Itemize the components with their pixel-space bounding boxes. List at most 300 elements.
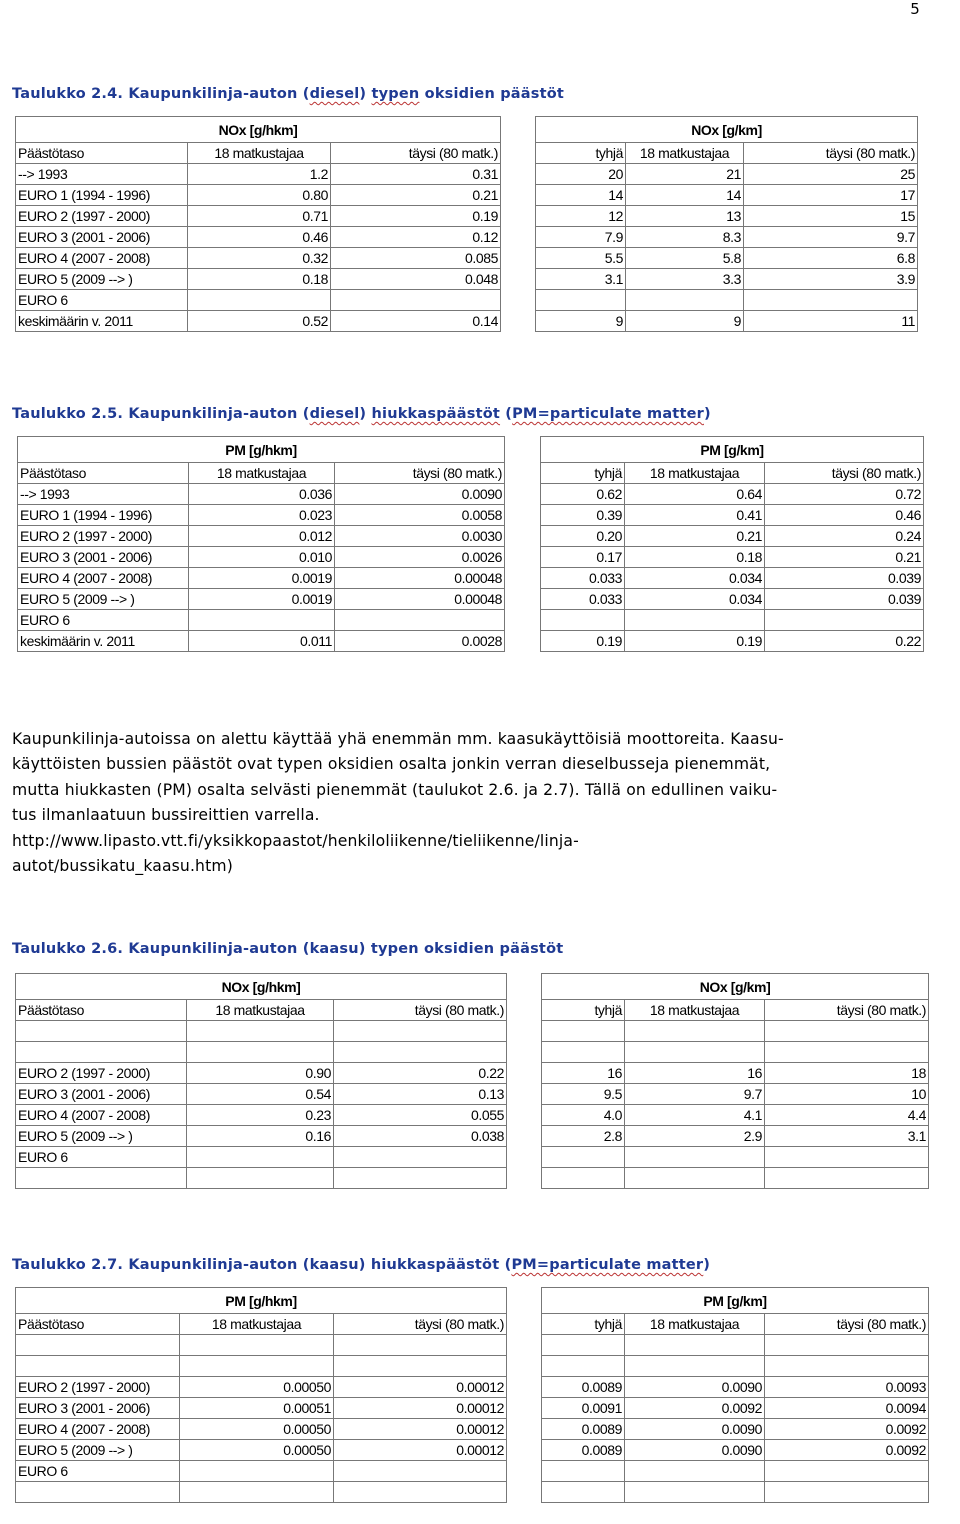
row-label-cell: --> 1993 <box>16 164 188 185</box>
table-row <box>18 568 924 589</box>
row-label-cell: EURO 4 (2007 - 2008) <box>16 1419 180 1440</box>
value-cell: 0.00012 <box>334 1398 507 1419</box>
table-row <box>16 1398 929 1419</box>
table-row <box>16 1356 929 1377</box>
column-gap <box>507 1042 542 1063</box>
value-cell: 0.00012 <box>334 1440 507 1461</box>
column-gap <box>507 1461 542 1482</box>
value-cell <box>765 1042 929 1063</box>
value-cell <box>765 1021 929 1042</box>
table-caption-2-7: Taulukko 2.7. Kaupunkilinja-auton (kaasu) hiukkaspäästöt (PM=particulate matter) <box>12 1257 711 1273</box>
row-label-cell: EURO 5 (2009 --> ) <box>18 589 189 610</box>
value-cell <box>744 290 918 311</box>
table-row <box>16 248 918 269</box>
value-cell: 0.41 <box>625 505 765 526</box>
group-header-right: PM [g/km] <box>541 437 924 463</box>
value-cell: 0.0094 <box>765 1398 929 1419</box>
value-cell <box>188 290 331 311</box>
value-cell: 0.21 <box>331 185 501 206</box>
value-cell: 3.1 <box>536 269 626 290</box>
value-cell: 8.3 <box>626 227 744 248</box>
value-cell: 0.54 <box>187 1084 334 1105</box>
table-row <box>18 589 924 610</box>
table-row <box>16 1021 929 1042</box>
row-label-cell: EURO 5 (2009 --> ) <box>16 269 188 290</box>
group-header-row <box>16 117 918 143</box>
value-cell: 0.034 <box>625 589 765 610</box>
row-label-cell: EURO 3 (2001 - 2006) <box>18 547 189 568</box>
value-cell <box>331 290 501 311</box>
column-header: 18 matkustajaa <box>626 143 744 164</box>
value-cell <box>334 1021 507 1042</box>
row-label-cell: EURO 2 (1997 - 2000) <box>16 1377 180 1398</box>
row-label-cell: EURO 6 <box>16 1147 187 1168</box>
value-cell: 0.19 <box>625 631 765 652</box>
value-cell: 18 <box>765 1063 929 1084</box>
value-cell: 9 <box>626 311 744 332</box>
table-caption-2-4: Taulukko 2.4. Kaupunkilinja-auton (diesel) typen oksidien päästöt <box>12 86 565 102</box>
paragraph-line: mutta hiukkasten (PM) osalta selvästi pienemmät (taulukot 2.6. ja 2.7). Tällä on edullinen vaiku- <box>12 780 778 799</box>
value-cell: 0.00012 <box>334 1419 507 1440</box>
value-cell <box>765 1168 929 1189</box>
column-header: 18 matkustajaa <box>625 463 765 484</box>
table-row <box>16 1063 929 1084</box>
table-row <box>16 206 918 227</box>
value-cell: 0.0019 <box>189 589 335 610</box>
row-label-cell: EURO 3 (2001 - 2006) <box>16 1398 180 1419</box>
table-row <box>16 1419 929 1440</box>
column-header: 18 matkustajaa <box>188 143 331 164</box>
column-header: Päästötaso <box>16 1000 187 1021</box>
group-header-right: PM [g/km] <box>542 1288 929 1314</box>
group-header-left: NOx [g/hkm] <box>16 117 501 143</box>
value-cell <box>765 1461 929 1482</box>
column-header: tyhjä <box>542 1314 625 1335</box>
value-cell: 0.18 <box>188 269 331 290</box>
value-cell <box>625 1147 765 1168</box>
column-header: täysi (80 matk.) <box>744 143 918 164</box>
value-cell: 0.0089 <box>542 1419 625 1440</box>
table-row <box>16 185 918 206</box>
value-cell <box>542 1482 625 1503</box>
value-cell: 0.055 <box>334 1105 507 1126</box>
table-row <box>18 547 924 568</box>
column-gap <box>501 143 536 164</box>
value-cell <box>765 1335 929 1356</box>
value-cell <box>626 290 744 311</box>
value-cell: 0.72 <box>765 484 924 505</box>
value-cell: 0.0019 <box>189 568 335 589</box>
value-cell: 9.7 <box>625 1084 765 1105</box>
value-cell: 0.64 <box>625 484 765 505</box>
column-gap <box>507 1482 542 1503</box>
value-cell <box>625 1356 765 1377</box>
value-cell <box>180 1335 334 1356</box>
column-gap <box>507 1021 542 1042</box>
row-label-cell <box>16 1021 187 1042</box>
row-label-cell: --> 1993 <box>18 484 189 505</box>
row-label-cell <box>16 1356 180 1377</box>
value-cell: 0.00050 <box>180 1440 334 1461</box>
value-cell <box>625 1021 765 1042</box>
value-cell <box>765 1356 929 1377</box>
column-header-row <box>16 1314 929 1335</box>
value-cell <box>335 610 505 631</box>
pm-gas-table <box>15 1287 929 1503</box>
value-cell: 20 <box>536 164 626 185</box>
value-cell: 5.5 <box>536 248 626 269</box>
value-cell <box>180 1356 334 1377</box>
table-row <box>16 1126 929 1147</box>
value-cell: 0.46 <box>188 227 331 248</box>
value-cell: 25 <box>744 164 918 185</box>
column-header: täysi (80 matk.) <box>334 1000 507 1021</box>
table-row <box>18 610 924 631</box>
value-cell <box>542 1335 625 1356</box>
value-cell <box>187 1168 334 1189</box>
value-cell: 16 <box>542 1063 625 1084</box>
value-cell <box>180 1461 334 1482</box>
table-row <box>18 526 924 547</box>
column-gap <box>505 610 541 631</box>
value-cell: 0.0090 <box>625 1419 765 1440</box>
value-cell <box>542 1021 625 1042</box>
value-cell: 9.7 <box>744 227 918 248</box>
row-label-cell: EURO 4 (2007 - 2008) <box>16 1105 187 1126</box>
column-gap <box>505 505 541 526</box>
value-cell: 0.0026 <box>335 547 505 568</box>
value-cell: 0.00050 <box>180 1419 334 1440</box>
value-cell: 5.8 <box>626 248 744 269</box>
row-label-cell: EURO 4 (2007 - 2008) <box>16 248 188 269</box>
value-cell <box>765 610 924 631</box>
value-cell: 0.46 <box>765 505 924 526</box>
value-cell <box>189 610 335 631</box>
value-cell: 0.039 <box>765 568 924 589</box>
value-cell <box>541 610 625 631</box>
table-row <box>16 1042 929 1063</box>
value-cell <box>334 1482 507 1503</box>
value-cell: 0.0090 <box>625 1440 765 1461</box>
value-cell: 3.9 <box>744 269 918 290</box>
row-label-cell: EURO 3 (2001 - 2006) <box>16 227 188 248</box>
row-label-cell: EURO 6 <box>16 290 188 311</box>
group-header-left: PM [g/hkm] <box>18 437 505 463</box>
row-label-cell: EURO 2 (1997 - 2000) <box>16 1063 187 1084</box>
value-cell: 0.0093 <box>765 1377 929 1398</box>
value-cell: 0.23 <box>187 1105 334 1126</box>
value-cell <box>625 1042 765 1063</box>
value-cell: 0.52 <box>188 311 331 332</box>
value-cell: 0.31 <box>331 164 501 185</box>
value-cell <box>625 1461 765 1482</box>
value-cell: 0.033 <box>541 589 625 610</box>
value-cell: 0.00050 <box>180 1377 334 1398</box>
column-gap <box>501 185 536 206</box>
value-cell: 0.0089 <box>542 1377 625 1398</box>
value-cell <box>334 1461 507 1482</box>
column-gap <box>501 164 536 185</box>
value-cell: 9 <box>536 311 626 332</box>
column-gap <box>507 1377 542 1398</box>
column-gap <box>507 974 542 1000</box>
column-gap <box>505 437 541 463</box>
value-cell: 0.00048 <box>335 589 505 610</box>
value-cell: 0.0089 <box>542 1440 625 1461</box>
table-row <box>16 290 918 311</box>
group-header-right: NOx [g/km] <box>536 117 918 143</box>
value-cell <box>187 1147 334 1168</box>
value-cell: 3.1 <box>765 1126 929 1147</box>
source-link-line[interactable]: autot/bussikatu_kaasu.htm) <box>12 857 233 876</box>
value-cell: 1.2 <box>188 164 331 185</box>
group-header-right: NOx [g/km] <box>542 974 929 1000</box>
row-label-cell: EURO 2 (1997 - 2000) <box>18 526 189 547</box>
column-gap <box>501 290 536 311</box>
value-cell: 3.3 <box>626 269 744 290</box>
column-header: täysi (80 matk.) <box>765 1000 929 1021</box>
column-gap <box>507 1335 542 1356</box>
nox-gas-table <box>15 973 929 1189</box>
value-cell <box>334 1042 507 1063</box>
value-cell: 0.0090 <box>335 484 505 505</box>
row-label-cell: EURO 1 (1994 - 1996) <box>18 505 189 526</box>
value-cell: 4.1 <box>625 1105 765 1126</box>
value-cell <box>536 290 626 311</box>
table-row <box>16 1461 929 1482</box>
value-cell: 2.9 <box>625 1126 765 1147</box>
row-label-cell <box>16 1335 180 1356</box>
column-header: tyhjä <box>536 143 626 164</box>
value-cell: 0.0058 <box>335 505 505 526</box>
value-cell: 0.010 <box>189 547 335 568</box>
body-paragraph <box>12 727 956 879</box>
table-row <box>16 1482 929 1503</box>
value-cell: 0.048 <box>331 269 501 290</box>
value-cell <box>334 1168 507 1189</box>
group-header-row <box>16 1288 929 1314</box>
value-cell <box>334 1147 507 1168</box>
page-number: 5 <box>910 0 920 18</box>
value-cell: 0.12 <box>331 227 501 248</box>
value-cell: 0.039 <box>765 589 924 610</box>
value-cell: 0.085 <box>331 248 501 269</box>
row-label-cell: keskimäärin v. 2011 <box>18 631 189 652</box>
value-cell <box>180 1482 334 1503</box>
column-gap <box>507 1440 542 1461</box>
value-cell: 0.17 <box>541 547 625 568</box>
value-cell: 0.32 <box>188 248 331 269</box>
value-cell <box>542 1042 625 1063</box>
table-caption-2-6: Taulukko 2.6. Kaupunkilinja-auton (kaasu) typen oksidien päästöt <box>12 941 564 957</box>
column-header: Päästötaso <box>16 1314 180 1335</box>
row-label-cell: keskimäärin v. 2011 <box>16 311 188 332</box>
value-cell: 0.036 <box>189 484 335 505</box>
table-row <box>18 505 924 526</box>
row-label-cell: EURO 5 (2009 --> ) <box>16 1440 180 1461</box>
row-label-cell <box>16 1168 187 1189</box>
value-cell: 0.18 <box>625 547 765 568</box>
paragraph-line: tus ilmanlaatuun bussireittien varrella. <box>12 806 320 825</box>
column-gap <box>501 206 536 227</box>
value-cell <box>542 1147 625 1168</box>
column-header: tyhjä <box>541 463 625 484</box>
value-cell <box>542 1461 625 1482</box>
column-gap <box>501 248 536 269</box>
value-cell: 0.22 <box>334 1063 507 1084</box>
value-cell <box>542 1168 625 1189</box>
column-gap <box>507 1398 542 1419</box>
value-cell: 0.00051 <box>180 1398 334 1419</box>
group-header-row <box>18 437 924 463</box>
value-cell <box>334 1335 507 1356</box>
value-cell: 0.19 <box>331 206 501 227</box>
table-row <box>16 227 918 248</box>
column-gap <box>507 1314 542 1335</box>
value-cell: 0.0091 <box>542 1398 625 1419</box>
row-label-cell: EURO 5 (2009 --> ) <box>16 1126 187 1147</box>
value-cell: 0.0092 <box>625 1398 765 1419</box>
value-cell: 0.0092 <box>765 1419 929 1440</box>
row-label-cell <box>16 1482 180 1503</box>
value-cell: 0.90 <box>187 1063 334 1084</box>
column-gap <box>507 1147 542 1168</box>
table-row <box>16 1147 929 1168</box>
value-cell: 6.8 <box>744 248 918 269</box>
column-gap <box>501 227 536 248</box>
value-cell: 0.39 <box>541 505 625 526</box>
column-header: Päästötaso <box>16 143 188 164</box>
column-gap <box>505 631 541 652</box>
value-cell: 0.71 <box>188 206 331 227</box>
value-cell: 0.13 <box>334 1084 507 1105</box>
value-cell: 0.0028 <box>335 631 505 652</box>
column-header: täysi (80 matk.) <box>335 463 505 484</box>
column-gap <box>507 1063 542 1084</box>
value-cell: 0.20 <box>541 526 625 547</box>
table-row <box>16 1168 929 1189</box>
value-cell: 12 <box>536 206 626 227</box>
group-header-row <box>16 974 929 1000</box>
value-cell: 17 <box>744 185 918 206</box>
value-cell: 0.033 <box>541 568 625 589</box>
column-gap <box>507 1105 542 1126</box>
group-header-left: NOx [g/hkm] <box>16 974 507 1000</box>
value-cell: 0.00012 <box>334 1377 507 1398</box>
column-gap <box>507 1126 542 1147</box>
value-cell <box>625 1335 765 1356</box>
value-cell: 14 <box>626 185 744 206</box>
value-cell: 0.012 <box>189 526 335 547</box>
value-cell: 0.24 <box>765 526 924 547</box>
row-label-cell: EURO 4 (2007 - 2008) <box>18 568 189 589</box>
table-row <box>16 311 918 332</box>
value-cell <box>542 1356 625 1377</box>
value-cell: 15 <box>744 206 918 227</box>
column-gap <box>501 311 536 332</box>
value-cell: 10 <box>765 1084 929 1105</box>
row-label-cell: EURO 6 <box>16 1461 180 1482</box>
value-cell: 0.023 <box>189 505 335 526</box>
value-cell: 0.80 <box>188 185 331 206</box>
value-cell: 0.011 <box>189 631 335 652</box>
value-cell: 14 <box>536 185 626 206</box>
column-gap <box>505 589 541 610</box>
pm-diesel-table <box>17 436 924 652</box>
value-cell: 11 <box>744 311 918 332</box>
value-cell <box>187 1021 334 1042</box>
value-cell: 0.034 <box>625 568 765 589</box>
paragraph-line: Kaupunkilinja-autoissa on alettu käyttää yhä enemmän mm. kaasukäyttöisiä moottoreita. Kaasu- <box>12 730 784 748</box>
value-cell: 7.9 <box>536 227 626 248</box>
column-gap <box>507 1288 542 1314</box>
column-gap <box>505 484 541 505</box>
table-row <box>16 164 918 185</box>
value-cell: 0.21 <box>625 526 765 547</box>
nox-diesel-table <box>15 116 918 332</box>
column-header: 18 matkustajaa <box>625 1314 765 1335</box>
column-header: 18 matkustajaa <box>180 1314 334 1335</box>
row-label-cell: EURO 2 (1997 - 2000) <box>16 206 188 227</box>
value-cell <box>625 610 765 631</box>
group-header-left: PM [g/hkm] <box>16 1288 507 1314</box>
value-cell: 0.038 <box>334 1126 507 1147</box>
row-label-cell: EURO 1 (1994 - 1996) <box>16 185 188 206</box>
value-cell <box>625 1482 765 1503</box>
value-cell: 16 <box>625 1063 765 1084</box>
value-cell: 0.0090 <box>625 1377 765 1398</box>
column-header: 18 matkustajaa <box>187 1000 334 1021</box>
column-header: Päästötaso <box>18 463 189 484</box>
value-cell: 0.16 <box>187 1126 334 1147</box>
source-link-line[interactable]: http://www.lipasto.vtt.fi/yksikkopaastot/henkiloliikenne/tieliikenne/linja- <box>12 831 579 850</box>
value-cell: 0.62 <box>541 484 625 505</box>
column-gap <box>501 117 536 143</box>
column-gap <box>507 1000 542 1021</box>
column-header-row <box>16 1000 929 1021</box>
value-cell: 13 <box>626 206 744 227</box>
table-row <box>16 1335 929 1356</box>
value-cell: 0.22 <box>765 631 924 652</box>
value-cell: 0.00048 <box>335 568 505 589</box>
column-gap <box>501 269 536 290</box>
column-gap <box>505 568 541 589</box>
value-cell <box>625 1168 765 1189</box>
value-cell: 0.21 <box>765 547 924 568</box>
column-header: täysi (80 matk.) <box>331 143 501 164</box>
value-cell: 2.8 <box>542 1126 625 1147</box>
column-gap <box>505 526 541 547</box>
column-header: täysi (80 matk.) <box>765 463 924 484</box>
row-label-cell: EURO 3 (2001 - 2006) <box>16 1084 187 1105</box>
table-row <box>16 269 918 290</box>
column-gap <box>505 463 541 484</box>
value-cell: 0.14 <box>331 311 501 332</box>
column-header-row <box>18 463 924 484</box>
table-row <box>16 1377 929 1398</box>
table-row <box>16 1440 929 1461</box>
value-cell: 0.0030 <box>335 526 505 547</box>
column-header: tyhjä <box>542 1000 625 1021</box>
column-gap <box>507 1419 542 1440</box>
column-header: 18 matkustajaa <box>625 1000 765 1021</box>
value-cell: 4.0 <box>542 1105 625 1126</box>
table-row <box>18 484 924 505</box>
column-header-row <box>16 143 918 164</box>
value-cell <box>765 1147 929 1168</box>
table-row <box>16 1084 929 1105</box>
value-cell: 9.5 <box>542 1084 625 1105</box>
